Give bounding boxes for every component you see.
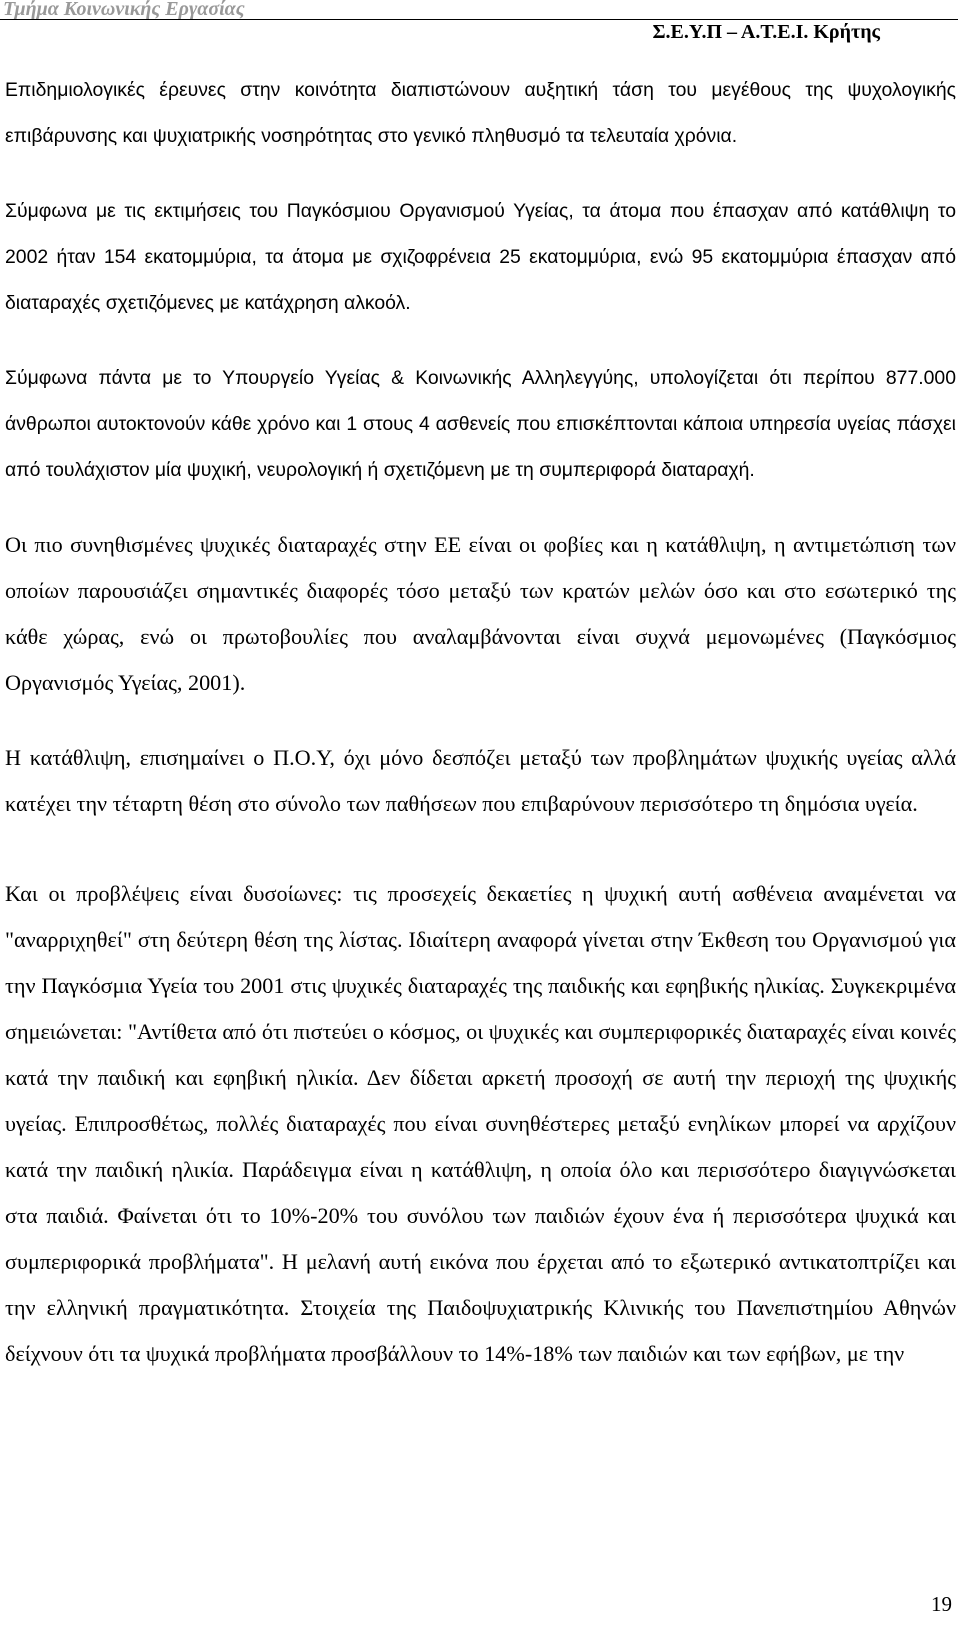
paragraph-ministry: Σύμφωνα πάντα με το Υπουργείο Υγείας & Κοινωνικής Αλληλεγγύης, υπολογίζεται ότι περίπου 877.000 άνθρωποι αυτοκτονούν κάθε χρόνο και 1 στους 4 ασθενείς που επισκέπτονται κάποια υπηρεσία υγείας πάσχει από τουλάχιστον μία ψυχική, νευρολογική ή σχετιζόμενη με τη συμπεριφορά διαταραχή. bbox=[5, 367, 956, 481]
page-header bbox=[0, 0, 958, 45]
paragraph-who-estimates: Σύμφωνα με τις εκτιμήσεις του Παγκόσμιου Οργανισμού Υγείας, τα άτομα που έπασχαν από κατάθλιψη το 2002 ήταν 154 εκατομμύρια, τα άτομα με σχιζοφρένεια 25 εκατομμύρια, ενώ 95 εκατομμύρια έπασχαν από διαταραχές σχετιζόμενες με κατάχρηση αλκοόλ. bbox=[5, 200, 956, 314]
document-body bbox=[5, 67, 956, 1406]
department-title: Τμήμα Κοινωνικής Εργασίας bbox=[3, 0, 245, 20]
paragraph-forecasts: Και οι προβλέψεις είναι δυσοίωνες: τις προσεχείς δεκαετίες η ψυχική αυτή ασθένεια αναμένεται να "αναρριχηθεί" στη δεύτερη θέση της λίστας. Ιδιαίτερη αναφορά γίνεται στην Έκθεση του Οργανισμού για την Παγκόσμια Υγεία του 2001 στις ψυχικές διαταραχές της παιδικής και εφηβικής ηλικίας. Συγκεκριμένα σημειώνεται: "Αντίθετα από ότι πιστεύει ο κόσμος, οι ψυχικές και συμπεριφορικές διαταραχές είναι κοινές κατά την παιδική και εφηβική ηλικία. Δεν δίδεται αρκετή προσοχή σε αυτή την περιοχή της ψυχικής υγείας. Επιπροσθέτως, πολλές διαταραχές που είναι συνηθέστερες μεταξύ ενηλίκων μπορεί να αρχίζουν κατά την παιδική ηλικία. Παράδειγμα είναι η κατάθλιψη, η οποία όλο και περισσότερο διαγιγνώσκεται στα παιδιά. Φαίνεται ότι το 10%-20% του συνόλου των παιδιών έχουν ένα ή περισσότερα ψυχικά και συμπεριφορικά προβλήματα". Η μελανή αυτή εικόνα που έρχεται από το εξωτερικό αντικατοπτρίζει και την ελληνική πραγματικότητα. Στοιχεία της Παιδοψυχιατρικής Κλινικής του Πανεπιστημίου Αθηνών δείχνουν ότι τα ψυχικά προβλήματα προσβάλλουν το 14%-18% των παιδιών και των εφήβων, με την bbox=[5, 881, 956, 1366]
paragraph-depression: Η κατάθλιψη, επισημαίνει ο Π.Ο.Υ, όχι μόνο δεσπόζει μεταξύ των προβλημάτων ψυχικής υγείας αλλά κατέχει την τέταρτη θέση στο σύνολο των παθήσεων που επιβαρύνουν περισσότερο τη δημόσια υγεία. bbox=[5, 745, 956, 816]
header-rule bbox=[0, 19, 958, 20]
paragraph-epidemiology: Επιδημιολογικές έρευνες στην κοινότητα διαπιστώνουν αυξητική τάση του μεγέθους της ψυχολογικής επιβάρυνσης και ψυχιατρικής νοσηρότητας στο γενικό πληθυσμό τα τελευταία χρόνια. bbox=[5, 79, 956, 147]
school-title: Σ.Ε.Υ.Π – Α.Τ.Ε.Ι. Κρήτης bbox=[652, 21, 880, 43]
paragraph-eu-disorders: Οι πιο συνηθισμένες ψυχικές διαταραχές στην ΕΕ είναι οι φοβίες και η κατάθλιψη, η αντιμετώπιση των οποίων παρουσιάζει σημαντικές διαφορές τόσο μεταξύ των κρατών μελών όσο και στο εσωτερικό της κάθε χώρας, ενώ οι πρωτοβουλίες που αναλαμβάνονται είναι συχνά μεμονωμένες (Παγκόσμιος Οργανισμός Υγείας, 2001). bbox=[5, 532, 956, 695]
page-number: 19 bbox=[931, 1592, 952, 1616]
